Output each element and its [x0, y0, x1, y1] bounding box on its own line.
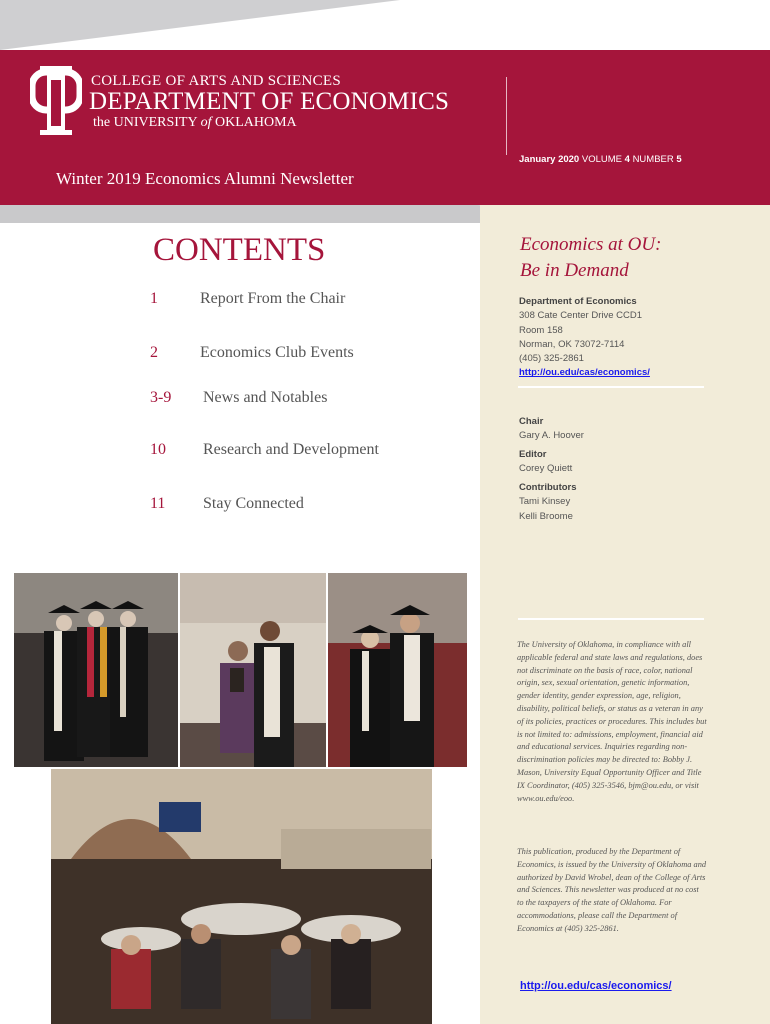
ou-logo-icon [30, 66, 82, 136]
event-photo [51, 769, 432, 1024]
number-label: NUMBER [632, 154, 674, 165]
toc-page: 11 [150, 495, 166, 512]
contributors-label: Contributors [519, 482, 577, 493]
sidebar-divider [518, 618, 704, 620]
toc-item[interactable] [0, 389, 470, 411]
footer-link[interactable]: http://ou.edu/cas/economics/ [520, 980, 672, 992]
award-photo [180, 573, 326, 767]
toc-item[interactable] [0, 344, 470, 366]
publication-statement: This publication, produced by the Department of Economics, is issued by the University of Oklahoma and authorized by David Wrobel, dean of the College of Arts and Sciences. This newsletter was produced at no cost to the taxpayers of the state of Oklahoma. For accommodations, please call the Department of Economics at (405) 325-2861. [517, 847, 707, 933]
toc-title: Report From the Chair [200, 290, 346, 307]
address-name: Department of Economics [519, 296, 637, 307]
volume-label: VOLUME [581, 154, 622, 165]
contents-heading: CONTENTS [153, 232, 326, 268]
sidebar-heading-line1: Economics at OU: [520, 234, 662, 255]
department-address [519, 295, 650, 381]
address-line: 308 Cate Center Drive CCD1 [519, 310, 643, 322]
chair-block [519, 415, 584, 444]
toc-page: 1 [150, 290, 158, 307]
nondiscrimination-statement: The University of Oklahoma, in compliance with all applicable federal and state laws and regulations, does not discriminate on the basis of race, color, national origin, sex, sexual orientation, genetic information, gender identity, gender expression, age, religion, disability, political beliefs, or status as a veteran in any of its policies, practices or procedures. This includes but is not limited to: admissions, employment, financial aid and educational services. Inquiries regarding non-discrimination policies may be directed to: Bobby J. Mason, University Equal Opportunity Officer and Title IX Coordinator, (405) 325-3546, bjm@ou.edu, or visit www.ou.edu/eoo. [517, 640, 707, 803]
banner-divider [506, 77, 507, 155]
university-of: of [200, 115, 212, 130]
toc-title: Research and Development [203, 441, 379, 458]
top-margin [0, 0, 770, 50]
newsletter-title: Winter 2019 Economics Alumni Newsletter [56, 169, 354, 188]
sidebar-divider [518, 386, 704, 388]
chair-name: Gary A. Hoover [519, 430, 584, 442]
toc-title: Economics Club Events [200, 344, 354, 361]
issue-info [519, 154, 682, 165]
editor-block [519, 448, 572, 477]
graduates-photo [14, 573, 178, 767]
toc-item[interactable] [0, 290, 470, 312]
contributor-name: Tami Kinsey [519, 496, 571, 508]
contributors-block [519, 481, 577, 524]
contributor-name: Kelli Broome [519, 510, 573, 522]
toc-item[interactable] [0, 495, 470, 517]
college-name: COLLEGE OF ARTS AND SCIENCES [91, 73, 342, 89]
department-link[interactable]: http://ou.edu/cas/economics/ [519, 367, 650, 379]
university-prefix: the UNIVERSITY [93, 115, 198, 130]
chair-label: Chair [519, 416, 544, 427]
toc-page: 3-9 [150, 389, 172, 406]
phone-number: (405) 325-2861 [519, 353, 584, 365]
university-state: OKLAHOMA [214, 115, 297, 130]
toc-page: 2 [150, 344, 158, 361]
address-line: Norman, OK 73072-7114 [519, 338, 625, 350]
address-line: Room 158 [519, 324, 563, 336]
toc-page: 10 [150, 441, 166, 458]
department-name: DEPARTMENT OF ECONOMICS [89, 88, 450, 115]
toc-title: News and Notables [203, 389, 328, 406]
grey-accent-shape [0, 0, 400, 50]
toc-title: Stay Connected [203, 495, 304, 512]
volume-number: 4 [624, 154, 630, 165]
issue-date: January 2020 [519, 154, 580, 165]
editor-name: Corey Quiett [519, 463, 573, 475]
graduates-pair-photo [328, 573, 467, 767]
university-name [93, 115, 297, 131]
editor-label: Editor [519, 449, 547, 460]
sidebar-heading-line2: Be in Demand [520, 260, 629, 281]
sidebar-heading [520, 232, 661, 284]
number-value: 5 [676, 154, 682, 165]
toc-item[interactable] [0, 441, 470, 463]
